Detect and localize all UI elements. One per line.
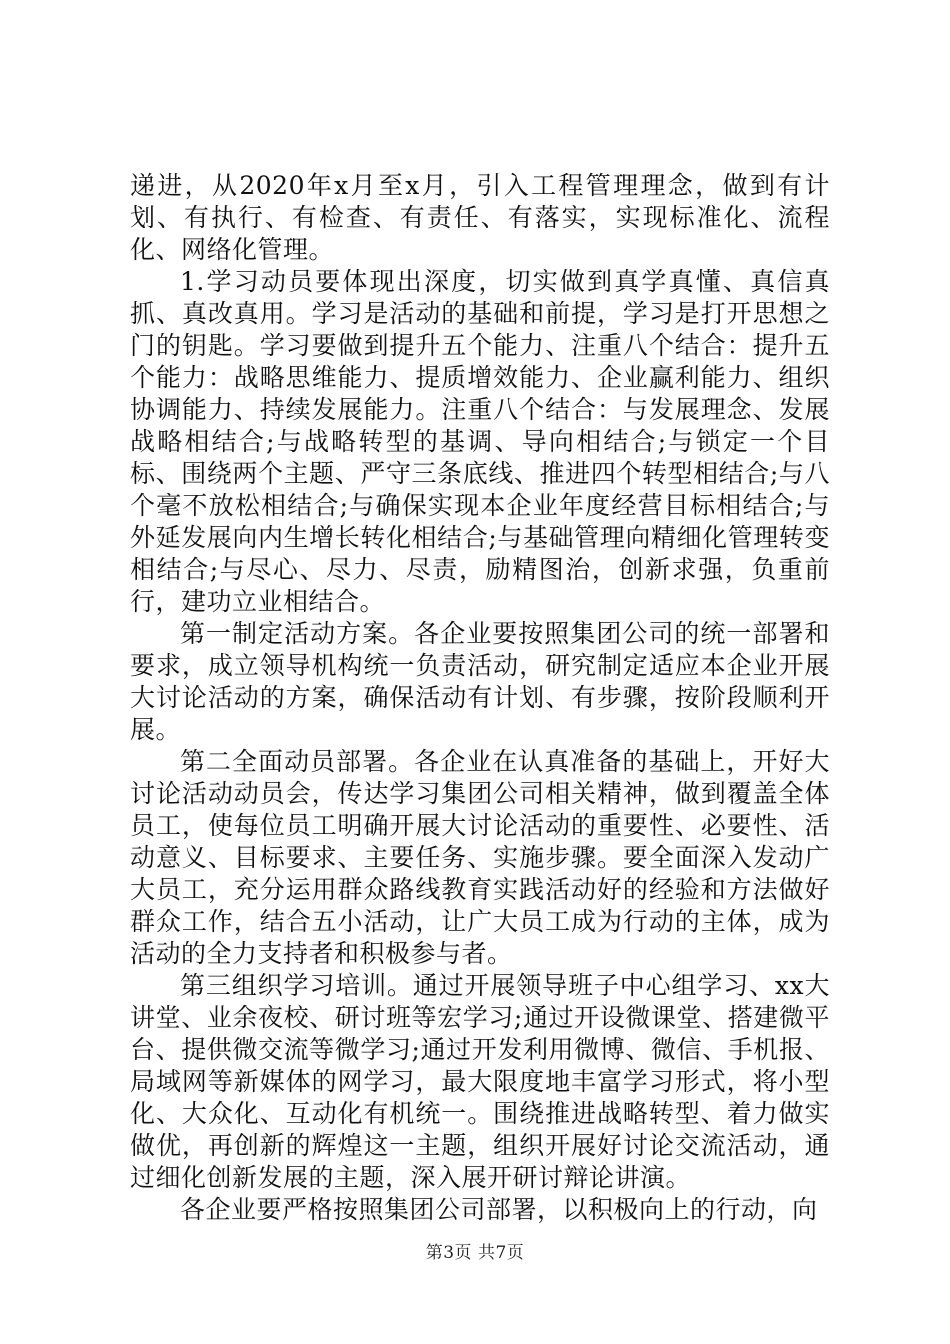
paragraph-activity-plan: 第一制定活动方案。各企业要按照集团公司的统一部署和要求，成立领导机构统一负责活动，研究制定适应本企业开展大讨论活动的方案，确保活动有计划、有步骤，按阶段顺利开展。 bbox=[130, 619, 830, 744]
paragraph-study-mobilization: 1.学习动员要体现出深度，切实做到真学真懂、真信真抓、真改真用。学习是活动的基础和前提，学习是打开思想之门的钥匙。学习要做到提升五个能力、注重八个结合：提升五个能力：战略思维能力、提质增效能力、企业赢利能力、组织协调能力、持续发展能力。注重八个结合：与发展理念、发展战略相结合;与战略转型的基调、导向相结合;与锁定一个目标、围绕两个主题、严守三条底线、推进四个转型相结合;与八个毫不放松相结合;与确保实现本企业年度经营目标相结合;与外延发展向内生增长转化相结合;与基础管理向精细化管理转变相结合;与尽心、尽力、尽责，励精图治，创新求强，负重前行，建功立业相结合。 bbox=[130, 267, 830, 616]
paragraph-mobilization-deployment: 第二全面动员部署。各企业在认真准备的基础上，开好大讨论活动动员会，传达学习集团公司相关精神，做到覆盖全体员工，使每位员工明确开展大讨论活动的重要性、必要性、活动意义、目标要求、主要任务、实施步骤。要全面深入发动广大员工，充分运用群众路线教育实践活动好的经验和方法做好群众工作，结合五小活动，让广大员工成为行动的主体，成为活动的全力支持者和积极参与者。 bbox=[130, 747, 830, 968]
paragraph-study-training: 第三组织学习培训。通过开展领导班子中心组学习、xx大讲堂、业余夜校、研讨班等宏学习;通过开设微课堂、搭建微平台、提供微交流等微学习;通过开发利用微博、微信、手机报、局域网等新媒体的网学习，最大限度地丰富学习形式，将小型化、大众化、互动化有机统一。围绕推进战略转型、着力做实做优，再创新的辉煌这一主题，组织开展好讨论交流活动，通过细化创新发展的主题，深入展开研讨辩论讲演。 bbox=[130, 971, 830, 1192]
document-body bbox=[130, 170, 830, 1226]
paragraph-closing-fragment: 各企业要严格按照集团公司部署，以积极向上的行动，向 bbox=[180, 1195, 818, 1224]
paragraph-continuation: 递进，从2020年x月至x月，引入工程管理理念，做到有计划、有执行、有检查、有责任、有落实，实现标准化、流程化、网络化管理。 bbox=[130, 171, 830, 264]
page-number-footer: 第3页 共7页 bbox=[425, 1243, 525, 1263]
